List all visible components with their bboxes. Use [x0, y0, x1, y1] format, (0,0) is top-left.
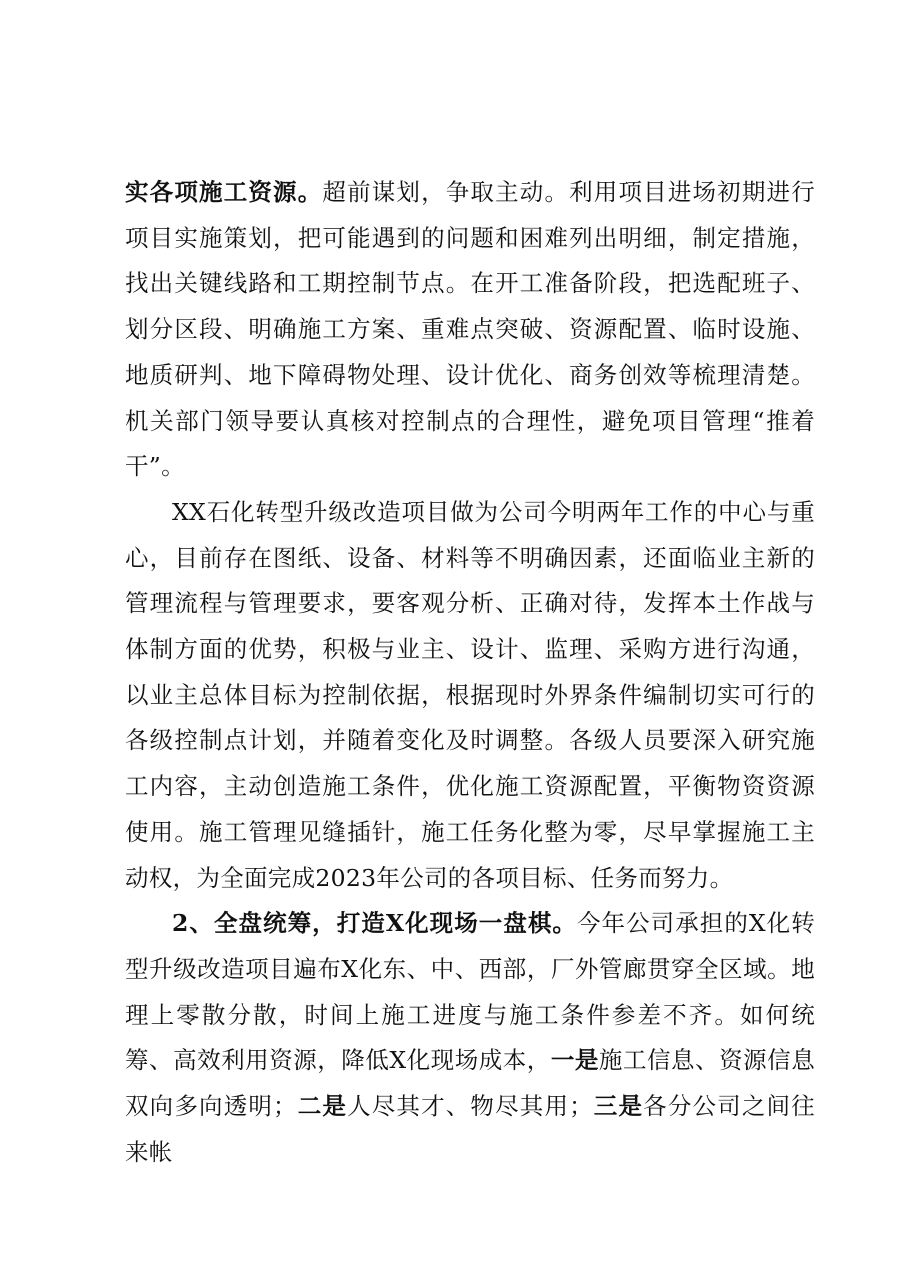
paragraph-3-body: 今年公司承担的X化转型升级改造项目遍布X化东、中、西部，厂外管廊贯穿全区域。地理上零散分散，时间上施工进度与施工条件参差不齐。如何统筹、高效利用资源，降低X化现场成本， — [125, 909, 816, 1075]
paragraph-1 — [125, 170, 815, 490]
paragraph-2-body: XX石化转型升级改造项目做为公司今明两年工作的中心与重心，目前存在图纸、设备、材料等不明确因素，还面临业主新的管理流程与管理要求，要客观分析、正确对待，发挥本土作战与体制方面的优势，积极与业主、设计、监理、采购方进行沟通，以业主总体目标为控制依据，根据现时外界条件编制切实可行的各级控制点计划，并随着变化及时调整。各级人员要深入研究施工内容，主动创造施工条件，优化施工资源配置，平衡物资资源使用。施工管理见缝插针，施工任务化整为零，尽早掌握施工主动权，为全面完成2023年公司的各项目标、任务而努力。 — [125, 497, 815, 892]
paragraph-3 — [125, 901, 815, 1175]
body-text — [125, 170, 815, 1175]
point-three-text: 各分公司之间往来帐 — [125, 1092, 815, 1166]
point-three-marker: 三是 — [592, 1092, 644, 1121]
point-two-text: 人尽其才、物尽其用； — [347, 1092, 593, 1121]
paragraph-1-lead: 实各项施工资源。 — [125, 178, 323, 206]
point-one-text: 施工信息、资源信息双向多向透明； — [125, 1046, 815, 1121]
paragraph-1-body: 超前谋划，争取主动。利用项目进场初期进行项目实施策划，把可能遇到的问题和困难列出明细，制定措施，找出关键线路和工期控制节点。在开工准备阶段，把选配班子、划分区段、明确施工方案、重难点突破、资源配置、临时设施、地质研判、地下障碍物处理、设计优化、商务创效等梳理清楚。机关部门领导要认真核对控制点的合理性，避免项目管理“推着干”。 — [125, 178, 815, 481]
paragraph-3-heading: 2、全盘统筹，打造X化现场一盘棋。 — [172, 909, 577, 938]
point-one-marker: 一是 — [550, 1046, 599, 1075]
point-two-marker: 二是 — [296, 1092, 348, 1121]
paragraph-2 — [125, 490, 815, 901]
